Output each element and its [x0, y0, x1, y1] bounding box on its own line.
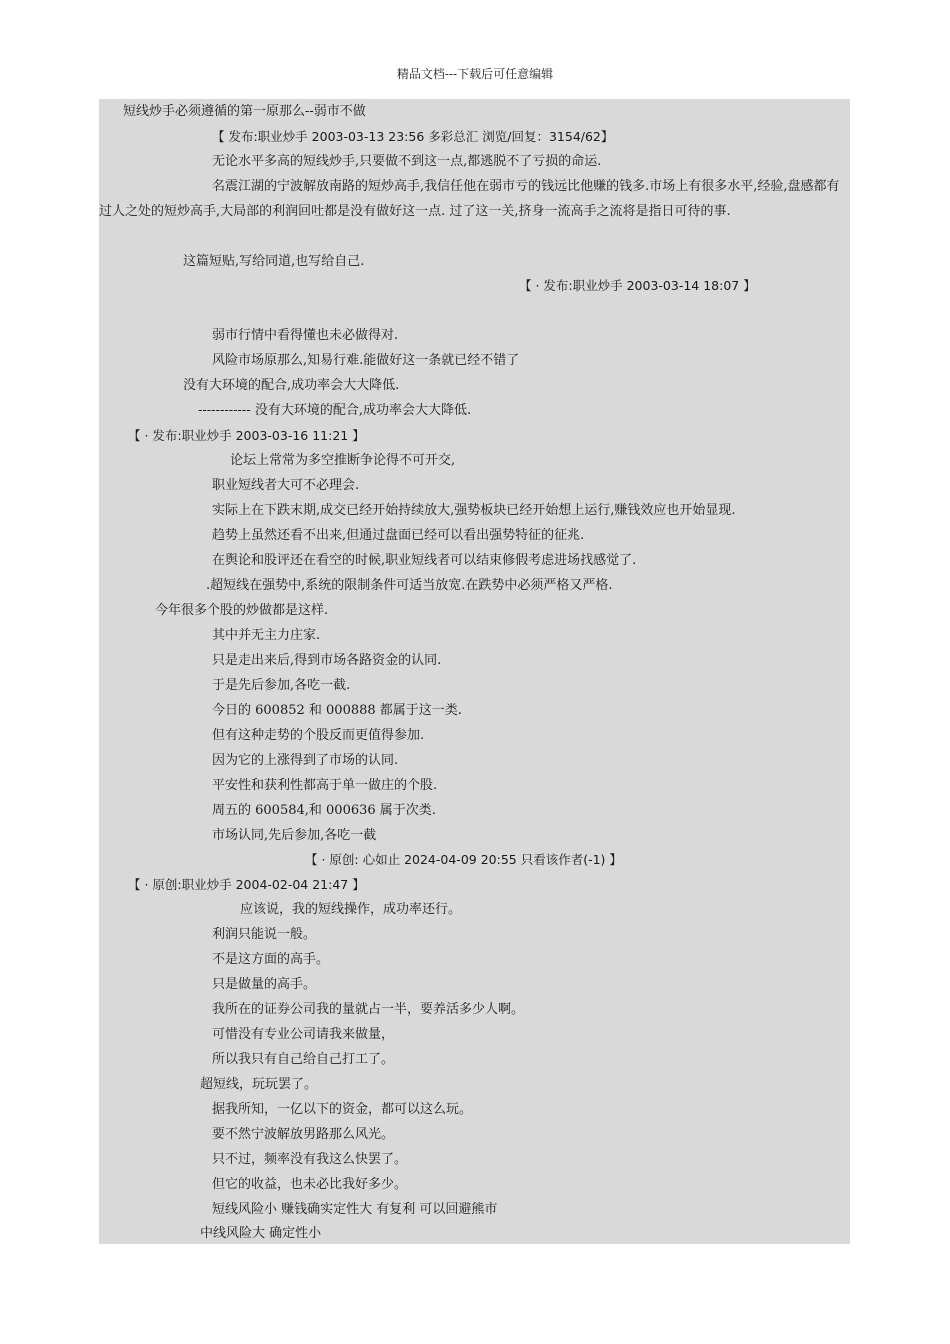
- paragraph-line: 只是做量的高手。: [212, 977, 317, 992]
- paragraph-line: 其中并无主力庄家.: [212, 628, 321, 643]
- paragraph-line: 因为它的上涨得到了市场的认同.: [212, 753, 399, 768]
- paragraph-line: 但有这种走势的个股反而更值得参加.: [212, 728, 425, 743]
- post-meta: 【 · 原创:职业炒手 2004-02-04 21:47 】: [128, 877, 365, 892]
- paragraph-line: 职业短线者大可不必理会.: [212, 478, 360, 493]
- article-title: 短线炒手必须遵循的第一原那么--弱市不做: [123, 104, 366, 119]
- paragraph-line: 在舆论和股评还在看空的时候,职业短线者可以结束修假考虑进场找感觉了.: [212, 553, 637, 568]
- post-meta: 【 · 发布:职业炒手 2003-03-14 18:07 】: [519, 278, 756, 293]
- paragraph-line: 超短线，玩玩罢了。: [200, 1077, 318, 1092]
- paragraph-line: 应该说，我的短线操作，成功率还行。: [240, 902, 462, 917]
- paragraph-line: 我所在的证券公司我的量就占一半，要养活多少人啊。: [212, 1002, 525, 1017]
- paragraph-line: 这篇短贴,写给同道,也写给自己.: [183, 254, 365, 269]
- paragraph-line: 只是走出来后,得到市场各路资金的认同.: [212, 653, 442, 668]
- paragraph-line: ------------ 没有大环境的配合,成功率会大大降低.: [198, 403, 472, 418]
- paragraph-line: 今年很多个股的炒做都是这样.: [155, 603, 329, 618]
- paragraph-line: 论坛上常常为多空推断争论得不可开交,: [230, 453, 456, 468]
- paragraph-line: 短线风险小 赚钱确实定性大 有复利 可以回避熊市: [212, 1202, 498, 1217]
- post-meta: 【 发布:职业炒手 2003-03-13 23:56 多彩总汇 浏览/回复：3154/62】: [212, 129, 614, 144]
- paragraph-line: 今日的 600852 和 000888 都属于这一类.: [212, 703, 462, 718]
- paragraph-line: 平安性和获利性都高于单一做庄的个股.: [212, 778, 438, 793]
- paragraph-line: 要不然宁波解放男路那么风光。: [212, 1127, 395, 1142]
- post-meta: 【 · 发布:职业炒手 2003-03-16 11:21 】: [128, 428, 365, 443]
- paragraph-line: 可惜没有专业公司请我来做量，: [212, 1027, 395, 1042]
- paragraph-line: 趋势上虽然还看不出来,但通过盘面已经可以看出强势特征的征兆.: [212, 528, 585, 543]
- paragraph-line: 弱市行情中看得懂也未必做得对.: [212, 328, 399, 343]
- paragraph-line: 利润只能说一般。: [212, 927, 317, 942]
- paragraph-line: 无论水平多高的短线炒手,只要做不到这一点,都逃脱不了亏损的命运.: [212, 154, 602, 169]
- paragraph-line: .超短线在强势中,系统的限制条件可适当放宽.在跌势中必须严格又严格.: [206, 578, 613, 593]
- paragraph-line: 市场认同,先后参加,各吃一截: [212, 828, 377, 843]
- page-header: 精品文档---下载后可任意编辑: [396, 67, 554, 81]
- paragraph-line: 没有大环境的配合,成功率会大大降低.: [183, 378, 400, 393]
- paragraph-line: 不是这方面的高手。: [212, 952, 330, 967]
- reply-meta: 【 · 原创: 心如止 2024-04-09 20:55 只看该作者(-1) 】: [305, 852, 622, 867]
- document-body: [99, 99, 850, 1244]
- paragraph-line: 中线风险大 确定性小: [200, 1226, 322, 1241]
- paragraph-line: 据我所知，一亿以下的资金，都可以这么玩。: [212, 1102, 473, 1117]
- paragraph-line: 所以我只有自己给自己打工了。: [212, 1052, 395, 1067]
- paragraph-wrapped: 名震江湖的宁波解放南路的短炒高手,我信任他在弱市亏的钱远比他赚的钱多.市场上有很多水平,经验,盘感都有过人之处的短炒高手,大局部的利润回吐都是没有做好这一点. 过了这一关,挤身一流高手之流将是指日可待的事.: [99, 179, 840, 219]
- paragraph-line: 但它的收益，也未必比我好多少。: [212, 1177, 408, 1192]
- paragraph-line: 实际上在下跌末期,成交已经开始持续放大,强势板块已经开始想上运行,赚钱效应也开始显现.: [212, 503, 736, 518]
- paragraph-line: 风险市场原那么,知易行难.能做好这一条就已经不错了: [212, 353, 520, 368]
- paragraph-line: 只不过，频率没有我这么快罢了。: [212, 1152, 408, 1167]
- paragraph-line: 于是先后参加,各吃一截.: [212, 678, 351, 693]
- paragraph-line: 周五的 600584,和 000636 属于次类.: [212, 803, 436, 818]
